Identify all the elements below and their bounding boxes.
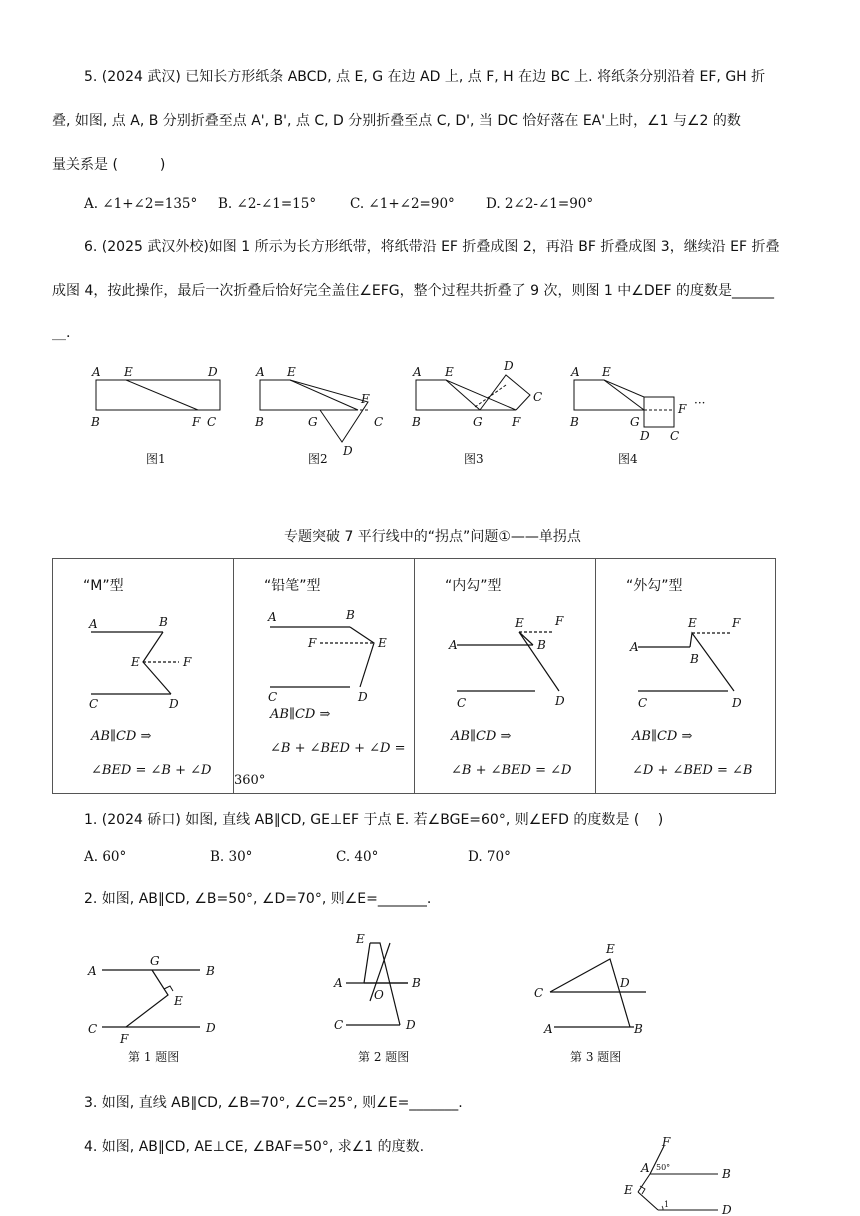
problem-figures [80, 925, 680, 1070]
svg-text:C: C [534, 986, 544, 1000]
q5-option-b: B. ∠2-∠1=15° [218, 196, 317, 212]
svg-text:B: B [412, 415, 421, 429]
svg-text:C: C [374, 415, 384, 429]
p2-text: 2. 如图, AB∥CD, ∠B=50°, ∠D=70°, 则∠E=_______. [84, 891, 432, 907]
svg-text:F: F [555, 614, 564, 628]
svg-text:D: D [504, 359, 514, 373]
q5-option-c: C. ∠1+∠2=90° [350, 196, 455, 212]
figure-problem-2 [333, 932, 421, 1064]
table-cell-inner-hook-type [415, 559, 596, 793]
caption-fig4: 图4 [618, 452, 638, 466]
svg-text:E: E [606, 942, 615, 956]
outer-hook-type-diagram [624, 611, 764, 711]
svg-text:D: D [620, 976, 630, 990]
svg-text:E: E [688, 616, 697, 630]
svg-text:B: B [255, 415, 264, 429]
svg-text:F: F [183, 655, 192, 669]
m-type-diagram [83, 614, 223, 714]
svg-text:B: B [91, 415, 100, 429]
caption-problem-2: 第 2 题图 [358, 1050, 410, 1064]
svg-text:F: F [678, 402, 687, 416]
cell-line2: ∠B + ∠BED + ∠D = [270, 741, 406, 756]
cell-line1: AB∥CD ⇒ [632, 729, 693, 744]
svg-text:A: A [334, 976, 343, 990]
table-cell-pencil-type [234, 559, 415, 793]
svg-text:E: E [174, 994, 183, 1008]
svg-text:C: C [89, 697, 99, 711]
svg-text:F: F [361, 392, 370, 406]
svg-text:B: B [690, 652, 699, 666]
svg-text:E: E [445, 365, 454, 379]
cell-line2: ∠BED = ∠B + ∠D [91, 763, 212, 778]
cell-line1: AB∥CD ⇒ [451, 729, 512, 744]
svg-text:F: F [662, 1135, 671, 1149]
q6-fold-figures [80, 355, 740, 470]
svg-text:A: A [89, 617, 98, 631]
q6-line3: __. [52, 325, 71, 341]
q5-option-d: D. 2∠2-∠1=90° [486, 196, 594, 212]
svg-text:C: C [88, 1022, 98, 1036]
q5-line2: 叠, 如图, 点 A, B 分别折叠至点 A', B', 点 C, D 分别折叠至点 C, D', 当 DC 恰好落在 EA'上时，∠1 与∠2 的数 [52, 113, 741, 129]
svg-text:D: D [722, 1203, 732, 1216]
cell-header: “M”型 [83, 578, 124, 594]
svg-text:E: E [624, 1183, 633, 1197]
svg-text:D: D [732, 696, 742, 710]
svg-text:G: G [473, 415, 483, 429]
fold-figure-1 [90, 365, 220, 466]
cell-line2: ∠B + ∠BED = ∠D [451, 763, 572, 778]
svg-text:B: B [722, 1167, 731, 1181]
svg-text:F: F [732, 616, 741, 630]
cell-line1: AB∥CD ⇒ [270, 707, 331, 722]
svg-text:C: C [207, 415, 217, 429]
cell-header: “铅笔”型 [264, 578, 321, 594]
fold-figure-4 [569, 365, 705, 466]
p1-option-a: A. 60° [84, 849, 127, 865]
svg-text:E: E [378, 636, 387, 650]
svg-text:A: A [268, 610, 277, 624]
table-cell-m-type [53, 559, 234, 793]
svg-text:D: D [358, 690, 368, 704]
cell-line3: 360° [234, 773, 266, 788]
svg-text:E: E [287, 365, 296, 379]
svg-text:A: A [641, 1161, 650, 1175]
svg-text:E: E [131, 655, 140, 669]
p1-option-d: D. 70° [468, 849, 511, 865]
cell-header: “外勾”型 [626, 578, 683, 594]
svg-text:A: A [256, 365, 265, 379]
svg-text:C: C [670, 429, 680, 443]
angle-50-label: 50° [656, 1163, 671, 1172]
inner-hook-type-diagram [443, 611, 583, 711]
pencil-type-diagram [262, 607, 402, 707]
cell-line2: ∠D + ∠BED = ∠B [632, 763, 753, 778]
svg-text:D: D [169, 697, 179, 711]
q5-line1: 5. (2024 武汉) 已知长方形纸条 ABCD, 点 E, G 在边 AD 上, 点 F, H 在边 BC 上. 将纸条分别沿着 EF, GH 折 [84, 69, 766, 85]
figure-problem-1 [87, 954, 216, 1064]
svg-text:C: C [533, 390, 543, 404]
svg-text:A: A [630, 640, 639, 654]
svg-text:B: B [206, 964, 215, 978]
svg-text:B: B [537, 638, 546, 652]
q6-line2: 成图 4，按此操作，最后一次折叠后恰好完全盖住∠EFG，整个过程共折叠了 9 次，则图 1 中∠DEF 的度数是______ [52, 283, 774, 299]
svg-text:···: ··· [694, 396, 706, 410]
svg-text:B: B [346, 608, 355, 622]
caption-problem-3: 第 3 题图 [570, 1050, 622, 1064]
svg-text:A: A [571, 365, 580, 379]
svg-text:F: F [512, 415, 521, 429]
caption-fig3: 图3 [464, 452, 484, 466]
svg-text:G: G [630, 415, 640, 429]
q5-line3: 量关系是 ( ) [52, 157, 166, 173]
svg-text:E: E [602, 365, 611, 379]
svg-text:A: A [544, 1022, 553, 1036]
svg-text:A: A [449, 638, 458, 652]
section-title: 专题突破 7 平行线中的“拐点”问题①——单拐点 [284, 529, 581, 545]
svg-text:B: B [159, 615, 168, 629]
q6-line1: 6. (2025 武汉外校)如图 1 所示为长方形纸带，将纸带沿 EF 折叠成图 2，再沿 BF 折叠成图 3，继续沿 EF 折叠 [84, 239, 780, 255]
cell-header: “内勾”型 [445, 578, 502, 594]
svg-text:D: D [206, 1021, 216, 1035]
svg-text:E: E [124, 365, 133, 379]
caption-fig2: 图2 [308, 452, 328, 466]
p1-text: 1. (2024 硚口) 如图, 直线 AB∥CD, GE⊥EF 于点 E. 若∠BGE=60°, 则∠EFD 的度数是 ( ) [84, 812, 664, 828]
svg-text:O: O [374, 988, 384, 1002]
svg-text:B: B [412, 976, 421, 990]
figure-problem-4 [618, 1134, 758, 1216]
p4-text: 4. 如图, AB∥CD, AE⊥CE, ∠BAF=50°, 求∠1 的度数. [84, 1139, 425, 1155]
svg-text:C: C [638, 696, 648, 710]
svg-text:E: E [356, 932, 365, 946]
p3-text: 3. 如图, 直线 AB∥CD, ∠B=70°, ∠C=25°, 则∠E=_______. [84, 1095, 463, 1111]
svg-text:C: C [268, 690, 278, 704]
cell-line1: AB∥CD ⇒ [91, 729, 152, 744]
svg-text:A: A [88, 964, 97, 978]
svg-text:D: D [406, 1018, 416, 1032]
fold-figure-3 [411, 359, 542, 466]
svg-text:F: F [120, 1032, 129, 1046]
fold-figure-2 [254, 365, 383, 466]
svg-text:F: F [192, 415, 201, 429]
svg-text:C: C [457, 696, 467, 710]
svg-text:B: B [570, 415, 579, 429]
figure-problem-3 [534, 942, 646, 1064]
svg-text:C: C [334, 1018, 344, 1032]
svg-text:D: D [555, 694, 565, 708]
svg-text:G: G [150, 954, 160, 968]
q5-option-a: A. ∠1+∠2=135° [84, 196, 198, 212]
table-cell-outer-hook-type [596, 559, 777, 793]
svg-text:A: A [92, 365, 101, 379]
svg-text:1: 1 [664, 1200, 670, 1209]
svg-text:D: D [640, 429, 650, 443]
p1-option-b: B. 30° [210, 849, 253, 865]
p1-option-c: C. 40° [336, 849, 379, 865]
svg-text:D: D [208, 365, 218, 379]
caption-fig1: 图1 [146, 452, 166, 466]
svg-text:G: G [308, 415, 318, 429]
svg-text:E: E [515, 616, 524, 630]
svg-text:A: A [413, 365, 422, 379]
turning-point-table [52, 558, 776, 794]
svg-text:D: D [343, 444, 353, 458]
svg-text:F: F [308, 636, 317, 650]
svg-text:B: B [634, 1022, 643, 1036]
caption-problem-1: 第 1 题图 [128, 1050, 180, 1064]
